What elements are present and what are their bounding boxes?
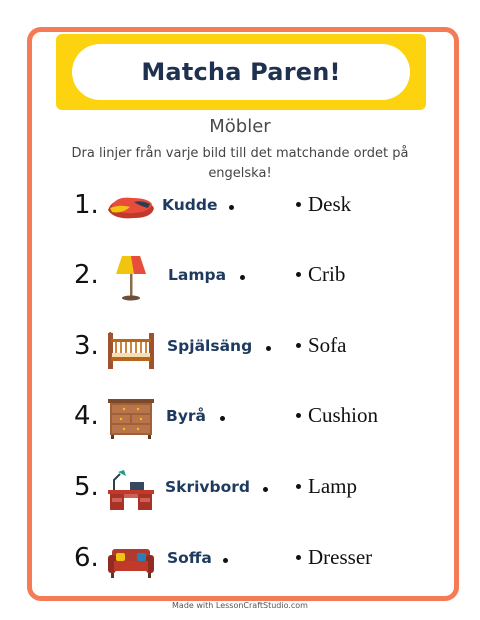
item-number: 4. [74, 401, 99, 431]
english-label: Lamp [308, 474, 357, 498]
footer-credit: Made with LessonCraftStudio.com [172, 601, 308, 610]
english-label: Cushion [308, 403, 379, 427]
swedish-word: Spjälsäng [167, 337, 253, 355]
swedish-word: Lampa [168, 266, 227, 284]
english-word [296, 474, 357, 499]
match-dot-left[interactable] [220, 416, 225, 421]
english-label: Sofa [308, 333, 347, 357]
english-word [296, 545, 372, 570]
match-row-5 [0, 460, 480, 520]
match-dot-right[interactable] [296, 202, 301, 207]
swedish-word: Soffa [167, 549, 212, 567]
pillow-icon [104, 178, 158, 238]
instructions: Dra linjer från varje bild till det matchande ordet på engelska! [71, 146, 409, 181]
match-row-2 [0, 248, 480, 308]
match-dot-left[interactable] [223, 558, 228, 563]
match-dot-left[interactable] [266, 346, 271, 351]
crib-icon [104, 319, 158, 379]
match-dot-right[interactable] [296, 484, 301, 489]
english-label: Dresser [308, 545, 373, 569]
item-number: 3. [74, 331, 99, 361]
match-dot-left[interactable] [229, 205, 234, 210]
sofa-icon [104, 531, 158, 591]
item-number: 5. [74, 472, 99, 502]
english-label: Crib [308, 262, 346, 286]
english-word [296, 262, 345, 287]
swedish-word: Byrå [166, 407, 207, 425]
dresser-icon [104, 389, 158, 449]
page-title: Matcha Paren! [141, 58, 341, 86]
lamp-icon [104, 248, 158, 308]
title-pill [72, 44, 410, 100]
item-number: 6. [74, 543, 99, 573]
match-dot-right[interactable] [296, 272, 301, 277]
match-row-6 [0, 531, 480, 591]
english-word [296, 192, 351, 217]
english-label: Desk [308, 192, 352, 216]
match-dot-right[interactable] [296, 413, 301, 418]
item-number: 1. [74, 190, 99, 220]
desk-icon [104, 460, 158, 520]
match-dot-right[interactable] [296, 343, 301, 348]
match-dot-right[interactable] [296, 555, 301, 560]
swedish-word: Kudde [162, 196, 218, 214]
match-row-4 [0, 389, 480, 449]
match-row-1 [0, 178, 480, 238]
match-row-3 [0, 319, 480, 379]
item-number: 2. [74, 260, 99, 290]
english-word [296, 333, 347, 358]
match-dot-left[interactable] [263, 487, 268, 492]
subtitle: Möbler [209, 116, 271, 137]
match-dot-left[interactable] [240, 275, 245, 280]
english-word [296, 403, 378, 428]
swedish-word: Skrivbord [165, 478, 251, 496]
